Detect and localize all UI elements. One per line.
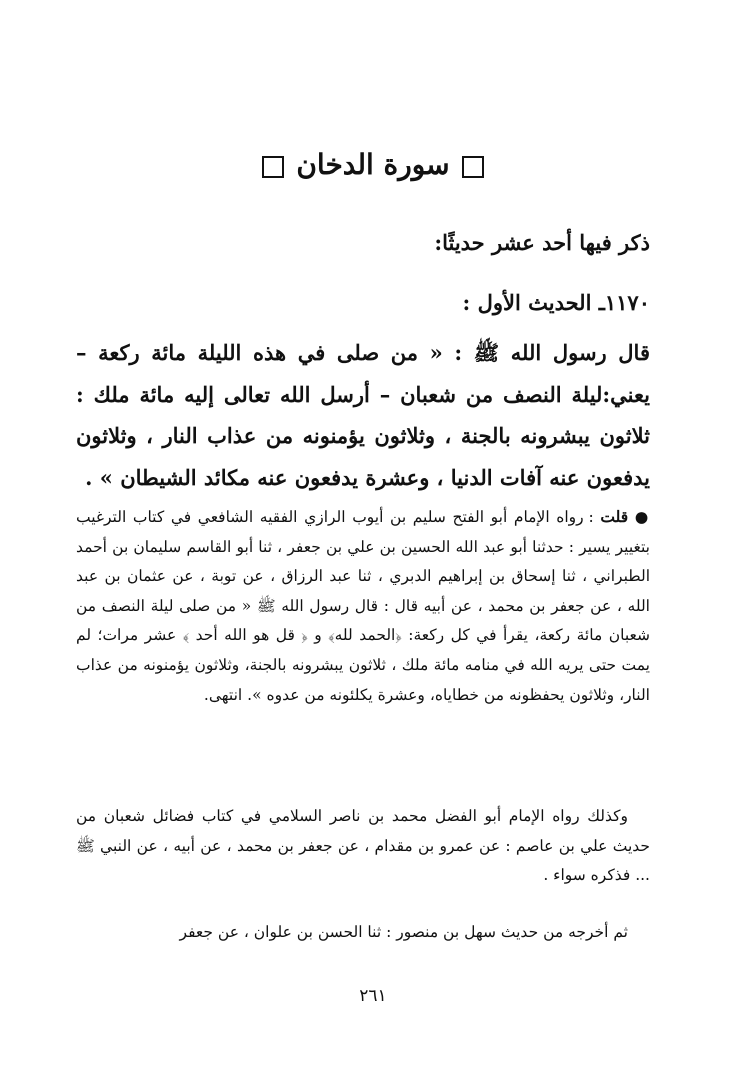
commentary-paragraph-3: ثم أخرجه من حديث سهل بن منصور : ثنا الحسن بن علوان ، عن جعفر xyxy=(179,923,628,941)
page-number: ٢٦١ xyxy=(359,986,387,1006)
commentary-text-1: : رواه الإمام أبو الفتح سليم بن أيوب الرازي الفقيه الشافعي في كتاب الترغيب بتغيير يسير : حدثنا أبو عبد الله الحسين بن علي بن جعفر ، ثنا أبو القاسم سليمان بن أحمد الطبراني ، ثنا إسحاق بن إبراهيم الدبري ، ثنا عبد الرزاق ، عن توبة ، عن عثمان بن عبد الله ، عن جعفر بن محمد ، عن أبيه قال : قال رسول الله ﷺ « من صلى ليلة النصف من شعبان مائة ركعة، يقرأ في كل ركعة: ﴿الحمد لله﴾ و ﴿ قل هو الله أحد ﴾ عشر مرات؛ لم يمت حتى يريه الله في منامه مائة ملك ، ثلاثون يبشرونه بالجنة، وثلاثون يؤمنونه من عذاب النار، وثلاثون يحفظونه من خطاياه، وعشرة يكلئونه من عدوه ». انتهى. xyxy=(76,508,650,704)
commentary-label: قلت xyxy=(600,507,629,526)
commentary-paragraph-2: وكذلك رواه الإمام أبو الفضل محمد بن ناصر السلامي في كتاب فضائل شعبان من حديث علي بن عاصم : عن عمرو بن مقدام ، عن جعفر بن محمد ، عن أبيه ، عن النبي ﷺ ... فذكره سواء . xyxy=(76,807,650,885)
hadith-number-heading: ١١٧٠ـ الحديث الأول : xyxy=(462,290,650,315)
commentary-paragraph-1 xyxy=(76,502,650,710)
intro-line: ذكر فيها أحد عشر حديثًا: xyxy=(434,230,650,255)
square-ornament-icon xyxy=(262,156,284,178)
bullet-icon: ● xyxy=(634,507,650,526)
surah-title-text: سورة الدخان xyxy=(296,148,450,181)
surah-title-heading xyxy=(0,148,746,181)
square-ornament-icon xyxy=(462,156,484,178)
hadith-text: قال رسول الله ﷺ : « من صلى في هذه الليلة مائة ركعة – يعني:ليلة النصف من شعبان – أرسل الله تعالى إليه مائة ملك : ثلاثون يبشرونه بالجنة ، وثلاثون يؤمنونه من عذاب النار ، وثلاثون يدفعون عنه آفات الدنيا ، وعشرة يدفعون عنه مكائد الشيطان » . xyxy=(76,340,650,490)
